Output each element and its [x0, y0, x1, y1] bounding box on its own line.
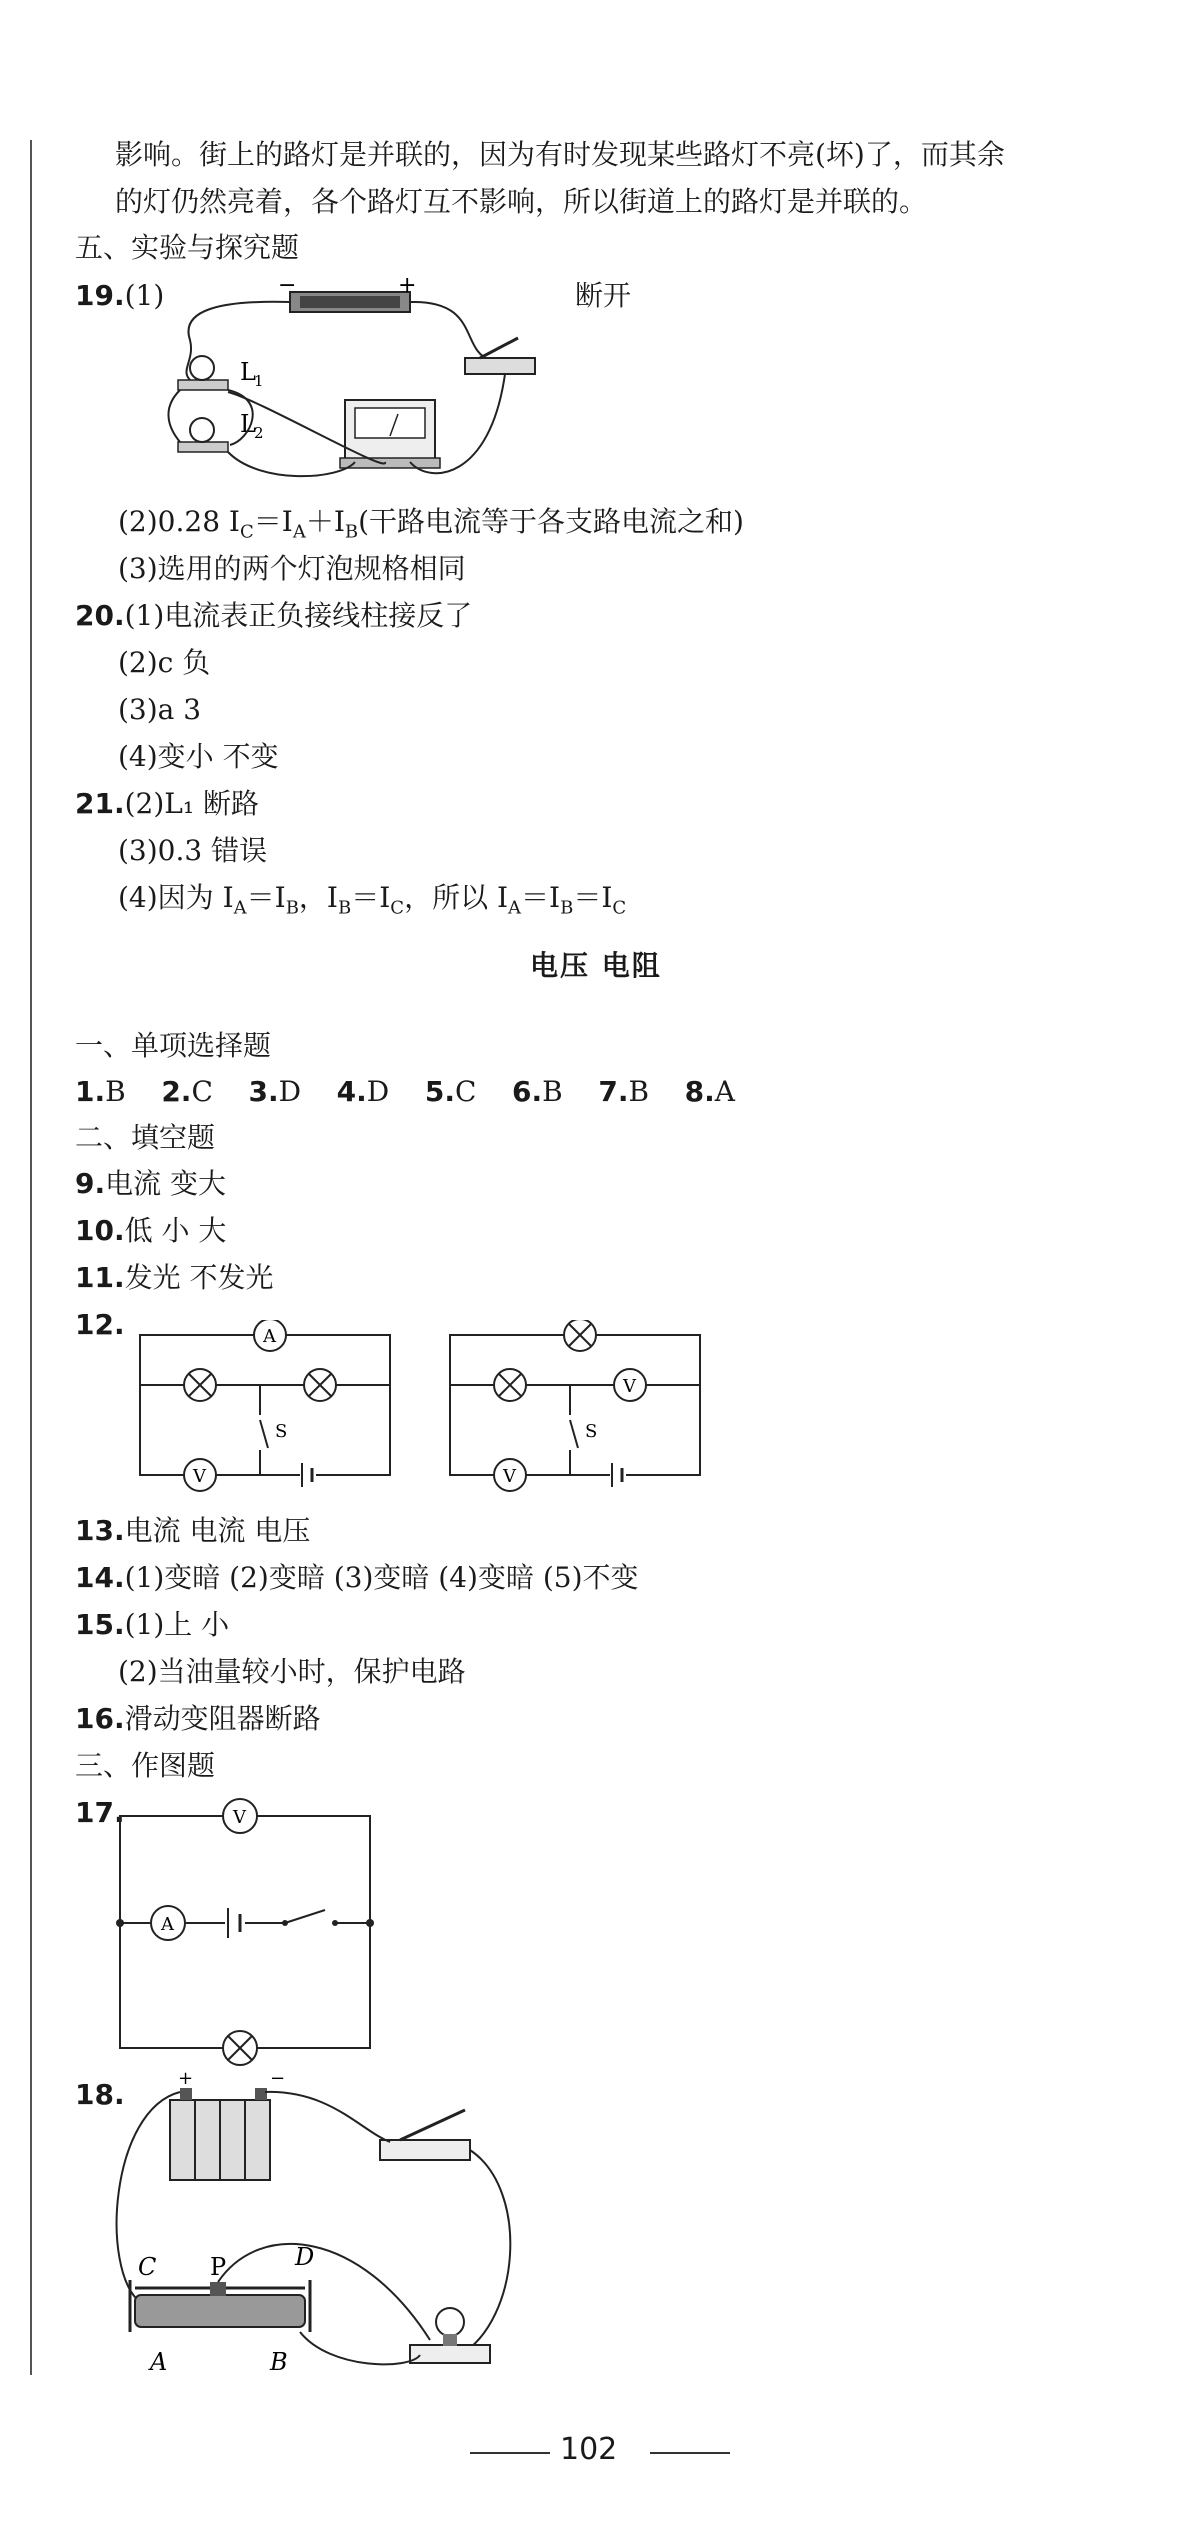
circuit-diagram-19: [160, 270, 580, 490]
terminal-a-label: A: [150, 2348, 168, 2376]
lamp-symbol: [494, 1369, 526, 1401]
question-15: 15.(1)上 小: [75, 1608, 230, 1641]
svg-text:V: V: [623, 1376, 636, 1397]
voltmeter-symbol: [184, 1459, 216, 1491]
question-18: 18.: [75, 2078, 125, 2111]
terminal-b-label: B: [270, 2348, 288, 2376]
question-11: 11.发光 不发光: [75, 1261, 274, 1294]
question-10: 10.低 小 大: [75, 1214, 227, 1247]
mcq-answers: 1.B 2.C 3.D 4.D 5.C 6.B 7.B 8.A: [75, 1075, 736, 1108]
circuit-diagram-12a: [130, 1320, 410, 1500]
question-number: 20.: [75, 599, 125, 632]
rheostat-icon: [130, 2280, 310, 2332]
ammeter-symbol: [254, 1320, 286, 1351]
question-14: 14.(1)变暗 (2)变暗 (3)变暗 (4)变暗 (5)不变: [75, 1561, 639, 1594]
answer-text: (4)变小 不变: [118, 740, 279, 773]
terminal-d-label: D: [295, 2243, 315, 2271]
lamp-l1-label: L: [240, 358, 256, 386]
switch-label: S: [585, 1421, 598, 1442]
question-17: 17.: [75, 1796, 125, 1829]
circuit-diagram-17: [110, 1798, 380, 2068]
circuit-diagram-18: [110, 2070, 560, 2385]
question-16: 16.滑动变阻器断路: [75, 1702, 321, 1735]
section-heading: 二、填空题: [75, 1121, 216, 1154]
lamp-symbol: [184, 1369, 216, 1401]
lamp-symbol: [304, 1369, 336, 1401]
lamp-symbol: [564, 1320, 596, 1351]
ammeter-icon: [340, 400, 440, 468]
terminal-c-label: C: [138, 2253, 157, 2281]
text-line: 的灯仍然亮着，各个路灯互不影响，所以街道上的路灯是并联的。: [115, 185, 928, 218]
part-label: (1): [124, 279, 165, 312]
svg-text:V: V: [193, 1466, 206, 1487]
lamp-l2-label: L: [240, 410, 256, 438]
ammeter-symbol: [151, 1906, 185, 1940]
footer-rule-left: [470, 2452, 550, 2454]
voltmeter-symbol: [223, 1799, 257, 1833]
footer-rule-right: [650, 2452, 730, 2454]
answer-text: (2)c 负: [118, 646, 211, 679]
lamp-l2-sub: 2: [254, 424, 264, 442]
text-line: 影响。街上的路灯是并联的，因为有时发现某些路灯不亮(坏)了，而其余: [115, 138, 1005, 171]
lamp-l1-icon: [178, 356, 228, 390]
section-heading: 五、实验与探究题: [75, 231, 300, 264]
switch-icon: [380, 2110, 470, 2160]
svg-text:A: A: [263, 1326, 276, 1347]
answer-text: (3)0.3 错误: [118, 834, 268, 867]
battery-minus-label: −: [270, 2070, 286, 2089]
question-number: 21.: [75, 787, 125, 820]
battery-minus-label: −: [278, 273, 297, 298]
voltmeter-symbol: [614, 1369, 646, 1401]
switch-label: S: [275, 1421, 288, 1442]
question-19: [75, 276, 164, 316]
voltmeter-symbol: [494, 1459, 526, 1491]
slider-p-label: P: [210, 2253, 227, 2281]
lamp-icon: [410, 2308, 490, 2363]
question-13: 13.电流 电流 电压: [75, 1514, 311, 1547]
page-number: 102: [560, 2432, 618, 2467]
section-heading: 一、单项选择题: [75, 1029, 272, 1062]
junction-dot: [366, 1919, 374, 1927]
answer-text: (4)因为 $I_A=I_B$，$I_B=I_C$，所以 $I_A=I_B=I_C$: [118, 881, 627, 919]
answer-text: (3)选用的两个灯泡规格相同: [118, 552, 466, 585]
junction-dot: [116, 1919, 124, 1927]
question-number: 19.: [75, 279, 125, 312]
answer-text: (2)当油量较小时，保护电路: [118, 1655, 466, 1688]
circuit-diagram-12b: [440, 1320, 720, 1500]
battery-symbol: [610, 1460, 626, 1490]
question-20: 20.(1)电流表正负接线柱接反了: [75, 599, 473, 632]
answer-text: (2)0.28 $I_C=I_A+I_B$(干路电流等于各支路电流之和): [118, 505, 744, 543]
answer-text: (3)a 3: [118, 693, 202, 726]
answer-text: 断开: [575, 279, 632, 312]
section-heading: 三、作图题: [75, 1749, 216, 1782]
question-9: 9.电流 变大: [75, 1167, 227, 1200]
svg-text:V: V: [233, 1807, 246, 1828]
battery-plus-label: +: [178, 2070, 194, 2089]
battery-symbol: [300, 1460, 316, 1490]
lamp-l2-icon: [178, 418, 228, 452]
lamp-l1-sub: 1: [254, 372, 264, 390]
left-margin-line: [30, 140, 32, 2375]
svg-text:V: V: [503, 1466, 516, 1487]
chapter-title: 电压 电阻: [530, 949, 662, 982]
question-12: 12.: [75, 1308, 125, 1341]
svg-text:A: A: [161, 1914, 174, 1935]
question-21: 21.(2)L₁ 断路: [75, 787, 259, 820]
switch-icon: [465, 338, 535, 374]
battery-plus-label: +: [398, 273, 417, 298]
battery-icon: [170, 2088, 270, 2180]
battery-symbol: [228, 1908, 240, 1938]
lamp-symbol: [223, 2031, 257, 2065]
